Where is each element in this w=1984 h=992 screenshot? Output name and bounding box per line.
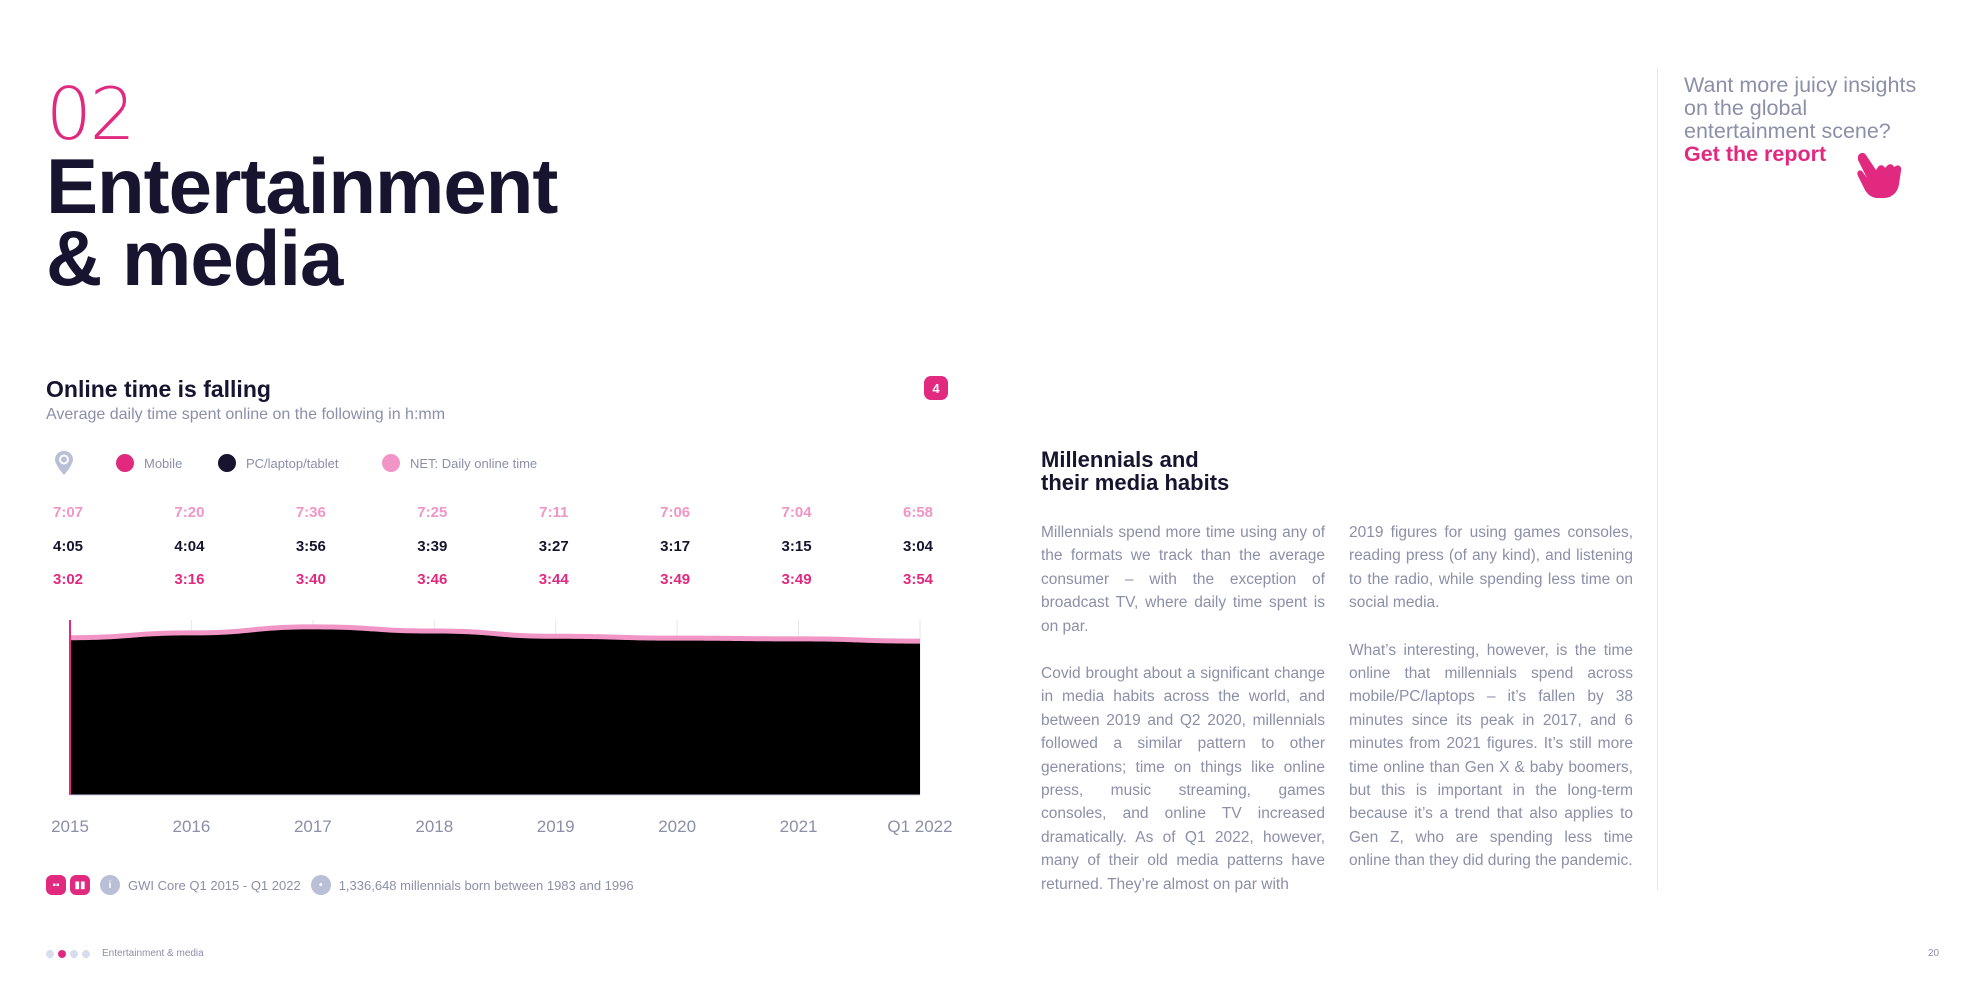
- value-label-net: 7:25: [417, 504, 448, 521]
- legend-swatch-mobile: [116, 454, 134, 472]
- x-tick-label: 2020: [658, 817, 697, 836]
- body-paragraph: Covid brought about a significant change in media habits across the world, and between 2019 and Q2 2020, millennials followed a similar pattern to other generations; time on things like online press, music streaming, games consoles, and online TV increased dramatically. As of Q1 2022, however, many of their old media patterns have returned. They’re almost on par with: [1041, 665, 1325, 893]
- page-title-line2: & media: [46, 214, 343, 302]
- section-heading-line2: their media habits: [1041, 470, 1230, 495]
- value-label-net: 7:06: [660, 504, 691, 521]
- page-number: 20: [1928, 948, 1940, 959]
- calendar-icon: ▪▪: [46, 875, 66, 895]
- section-heading: [1041, 448, 1229, 494]
- x-tick-label: 2015: [51, 817, 89, 836]
- x-tick-label: Q1 2022: [887, 817, 953, 836]
- chart-footnote: [46, 874, 634, 896]
- progress-dot: [82, 950, 90, 958]
- value-label-mobile: 3:40: [295, 571, 326, 588]
- x-tick-label: 2016: [172, 817, 211, 836]
- progress-dot-active: [58, 950, 66, 958]
- value-label-pc: 3:27: [538, 538, 569, 555]
- info-icon: i: [100, 875, 120, 895]
- footer-section-label: Entertainment & media: [102, 948, 204, 959]
- footnote-base: 1,336,648 millennials born between 1983 and 1996: [338, 877, 634, 893]
- value-label-mobile: 3:16: [174, 571, 205, 588]
- x-tick-label: 2018: [415, 817, 454, 836]
- section-heading-line1: Millennials and: [1041, 447, 1199, 472]
- value-label-net: 6:58: [902, 504, 934, 521]
- value-label-mobile: 3:49: [781, 571, 812, 588]
- section-number: 02: [46, 72, 134, 156]
- legend-label-mobile: Mobile: [144, 455, 183, 471]
- value-label-pc: 3:17: [660, 538, 691, 555]
- body-column-2: [1349, 521, 1633, 897]
- legend-swatch-pc: [218, 454, 236, 472]
- value-label-net: 7:11: [539, 504, 569, 521]
- promo-text: Want more juicy insights on the global entertainment scene?: [1684, 73, 1917, 143]
- body-paragraph: Millennials spend more time using any of the formats we track than the average consumer – with the exception of broadcast TV, where daily time spent is on par.: [1041, 524, 1325, 635]
- value-label-net: 7:04: [781, 504, 812, 521]
- value-label-pc: 3:04: [902, 538, 934, 555]
- legend-item-pc: [218, 452, 339, 474]
- progress-dot: [70, 950, 78, 958]
- body-paragraph: 2019 figures for using games consoles, reading press (of any kind), and listening to the radio, while spending less time on social media.: [1349, 524, 1633, 612]
- value-label-mobile: 3:44: [538, 571, 569, 588]
- legend-item-net: [382, 452, 537, 474]
- value-label-net: 7:20: [174, 504, 205, 521]
- x-tick-label: 2017: [293, 817, 332, 836]
- x-tick-label: 2019: [536, 817, 575, 836]
- legend-label-net: NET: Daily online time: [410, 455, 538, 471]
- chart-subtitle: Average daily time spent online on the following in h:mm: [46, 406, 446, 423]
- promo-box: [1684, 74, 1944, 166]
- area-device-split: [70, 629, 920, 795]
- x-tick-label: 2021: [779, 817, 818, 836]
- page-title-line1: Entertainment: [46, 142, 558, 230]
- pointing-hand-icon: [1854, 150, 1904, 202]
- legend-label-pc: PC/laptop/tablet: [246, 455, 339, 471]
- value-label-mobile: 3:46: [417, 571, 448, 588]
- value-label-net: 7:36: [295, 504, 326, 521]
- legend-swatch-net: [382, 454, 400, 472]
- value-label-pc: 4:05: [52, 538, 84, 555]
- vertical-divider: [1657, 68, 1658, 890]
- get-report-label: Get the report: [1684, 142, 1827, 166]
- footnote-source: GWI Core Q1 2015 - Q1 2022: [128, 877, 301, 893]
- chart-number-badge: 4: [924, 376, 948, 400]
- bar-chart-icon: ▮▮: [70, 875, 90, 895]
- chart: [0, 490, 980, 850]
- value-label-net: 7:07: [52, 504, 84, 521]
- value-label-mobile: 3:54: [902, 571, 934, 588]
- value-label-mobile: 3:49: [660, 571, 691, 588]
- progress-dot: [46, 950, 54, 958]
- page-title: [46, 142, 558, 302]
- value-label-pc: 3:39: [417, 538, 448, 555]
- value-label-pc: 4:04: [174, 538, 205, 555]
- get-report-link[interactable]: [1684, 143, 1944, 166]
- value-label-pc: 3:15: [781, 538, 812, 555]
- body-column-1: [1041, 521, 1325, 920]
- location-pin-icon: [54, 452, 74, 474]
- people-icon: •: [311, 875, 331, 895]
- body-paragraph: What’s interesting, however, is the time online that millennials spend across mobile/PC/laptops – it’s fallen by 38 minutes since its peak in 2017, and 6 minutes from 2021 figures. It’s still more time online than Gen X & baby boomers, but this is important in the long-term because it’s a trend that also applies to Gen Z, who are spending less time online than they did during the pandemic.: [1349, 641, 1633, 870]
- value-label-mobile: 3:02: [52, 571, 84, 588]
- chart-title: Online time is falling: [46, 376, 271, 402]
- legend-item-mobile: [116, 452, 182, 474]
- page-progress-dots: [46, 950, 90, 958]
- value-label-pc: 3:56: [295, 538, 326, 555]
